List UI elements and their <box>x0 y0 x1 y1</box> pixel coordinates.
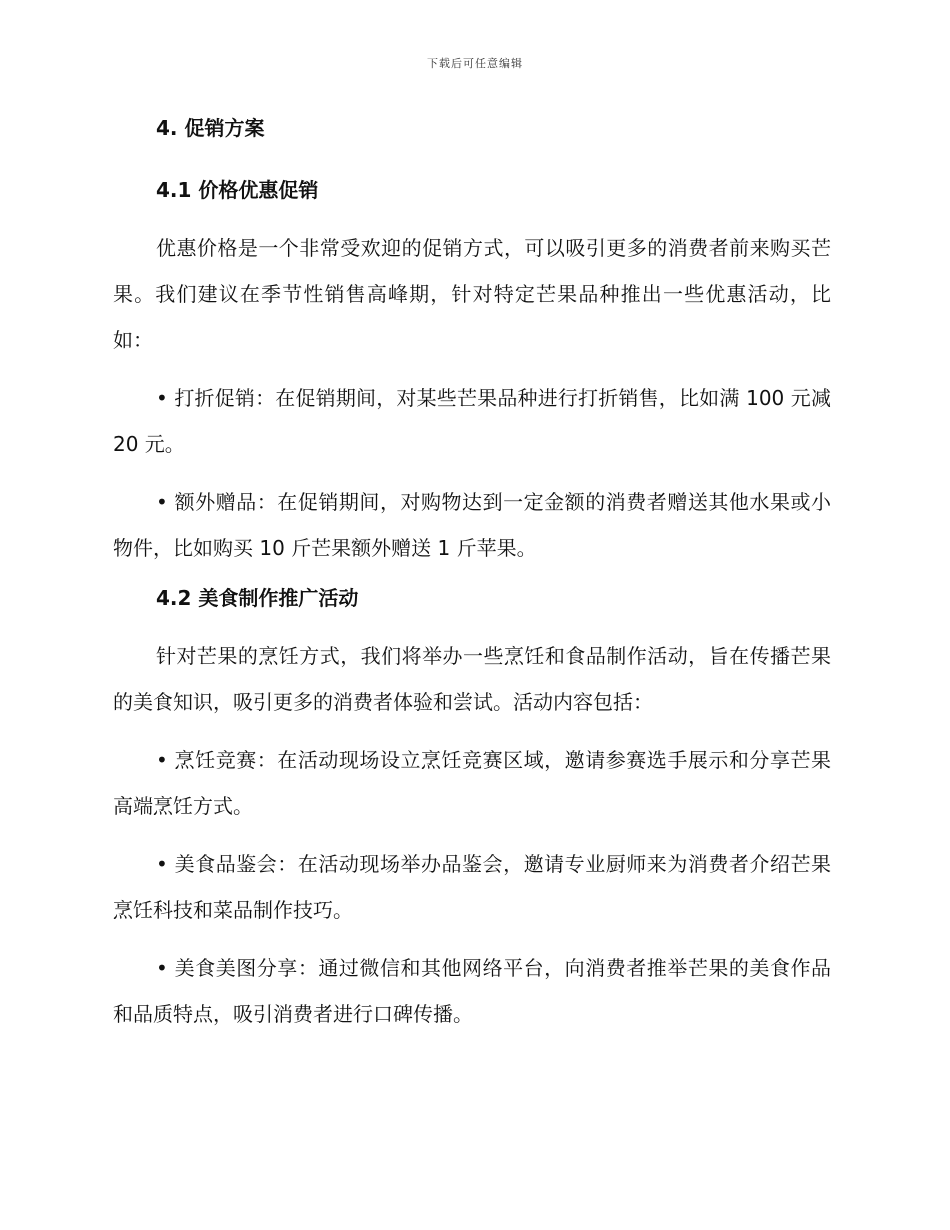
document-content <box>113 113 831 1049</box>
list-item-discount: • 打折促销：在促销期间，对某些芒果品种进行打折销售，比如满 100 元减 20 元。 <box>113 386 831 456</box>
subsection-title-food-promotion: 4.2 美食制作推广活动 <box>156 586 359 610</box>
paragraph-price-intro: 优惠价格是一个非常受欢迎的促销方式，可以吸引更多的消费者前来购买芒果。我们建议在季节性销售高峰期，针对特定芒果品种推出一些优惠活动，比如： <box>113 236 831 352</box>
list-item-tasting: • 美食品鉴会：在活动现场举办品鉴会，邀请专业厨师来为消费者介绍芒果烹饪科技和菜品制作技巧。 <box>113 852 831 922</box>
header-note: 下载后可任意编辑 <box>427 57 523 70</box>
section-title: 4. 促销方案 <box>156 116 265 140</box>
list-item-photo-sharing: • 美食美图分享：通过微信和其他网络平台，向消费者推举芒果的美食作品和品质特点，吸引消费者进行口碑传播。 <box>113 956 831 1026</box>
paragraph-food-intro: 针对芒果的烹饪方式，我们将举办一些烹饪和食品制作活动，旨在传播芒果的美食知识，吸引更多的消费者体验和尝试。活动内容包括： <box>113 644 831 714</box>
list-item-cooking-contest: • 烹饪竞赛：在活动现场设立烹饪竞赛区域，邀请参赛选手展示和分享芒果高端烹饪方式。 <box>113 748 831 818</box>
subsection-title-price-promotion: 4.1 价格优惠促销 <box>156 178 319 202</box>
list-item-gift: • 额外赠品：在促销期间，对购物达到一定金额的消费者赠送其他水果或小物件，比如购买 10 斤芒果额外赠送 1 斤苹果。 <box>113 490 831 560</box>
